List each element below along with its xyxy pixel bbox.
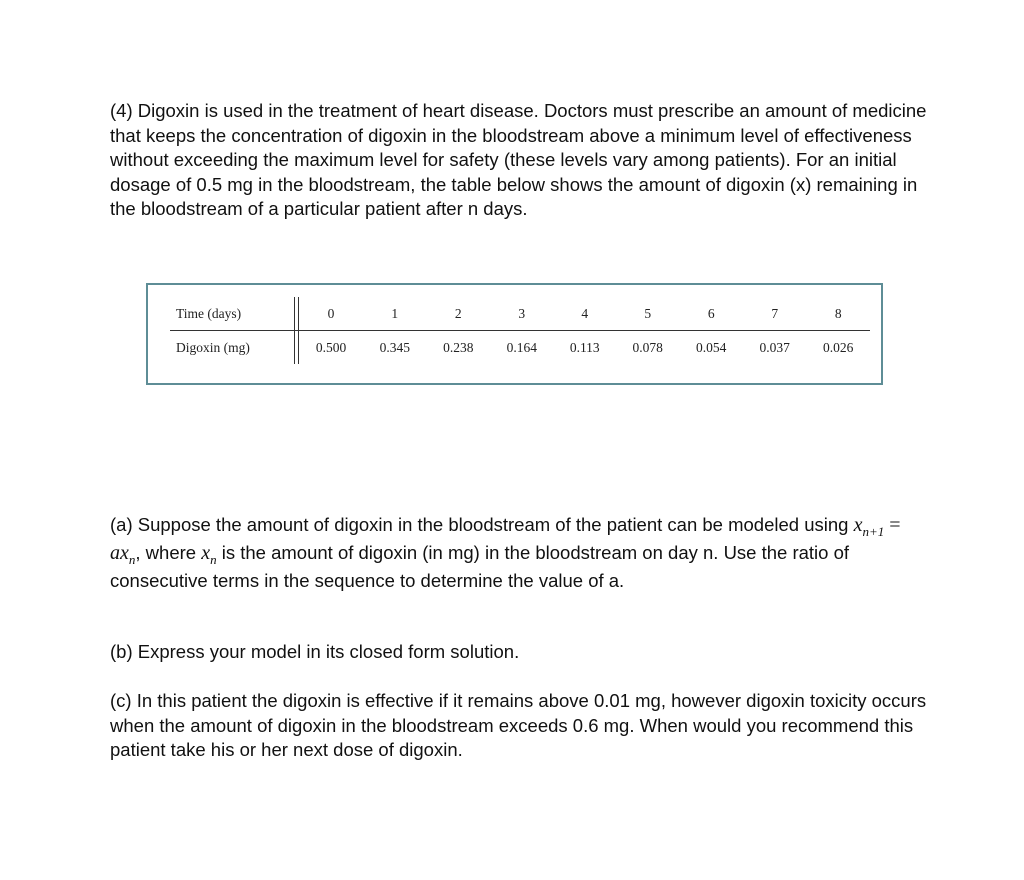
part-c: (c) In this patient the digoxin is effective if it remains above 0.01 mg, however digoxin toxicity occurs when the amount of digoxin in the bloodstream exceeds 0.6 mg. When would you recommend this patient take his or her next dose of digoxin. (110, 690, 927, 760)
part-a-text-before: (a) Suppose the amount of digoxin in the bloodstream of the patient can be modeled using (110, 514, 849, 535)
digoxin-table-frame (146, 283, 883, 385)
amount-cell: 0.037 (759, 339, 790, 355)
amount-cell: 0.054 (696, 339, 727, 355)
part-a-text-after: is the amount of digoxin (in mg) in the bloodstream on day n. Use the ratio of consecutive terms in the sequence to determine the value of a. (110, 542, 850, 591)
amount-cell: 0.164 (506, 339, 537, 355)
day-cell: 0 (299, 297, 364, 331)
time-label: Time (days) (170, 297, 295, 331)
part-a-text-mid: , where (135, 542, 197, 563)
day-cell: 1 (363, 297, 427, 331)
digoxin-label: Digoxin (mg) (176, 339, 250, 355)
day-cell: 3 (490, 297, 554, 331)
day-cell: 2 (427, 297, 491, 331)
day-cell: 8 (806, 297, 870, 331)
digoxin-table (170, 297, 870, 364)
day-cell: 4 (554, 297, 616, 331)
part-a (110, 511, 930, 595)
day-cell: 6 (679, 297, 743, 331)
day-cell: 5 (616, 297, 680, 331)
problem-intro: (4) Digoxin is used in the treatment of heart disease. Doctors must prescribe an amount of medicine that keeps the concentration of digoxin in the bloodstream above a minimum level of effectiveness without exceeding the maximum level for safety (these levels vary among patients). For an initial dosage of 0.5 mg in the bloodstream, the table below shows the amount of digoxin (x) remaining in the bloodstream of a particular patient after n days. (110, 100, 927, 219)
time-row (170, 297, 870, 331)
amount-cell: 0.078 (632, 339, 663, 355)
amount-cell: 0.500 (315, 339, 347, 355)
digoxin-row (170, 331, 870, 365)
amount-cell: 0.113 (569, 339, 600, 355)
part-b: (b) Express your model in its closed form solution. (110, 641, 520, 662)
recurrence-formula: $x_{n+1} = ax_n$ (110, 514, 901, 567)
variable-xn: $x_n$ (201, 542, 217, 567)
amount-cell: 0.238 (443, 339, 474, 355)
amount-cell: 0.345 (379, 339, 410, 355)
day-cell: 7 (743, 297, 807, 331)
amount-cell: 0.026 (823, 339, 854, 355)
